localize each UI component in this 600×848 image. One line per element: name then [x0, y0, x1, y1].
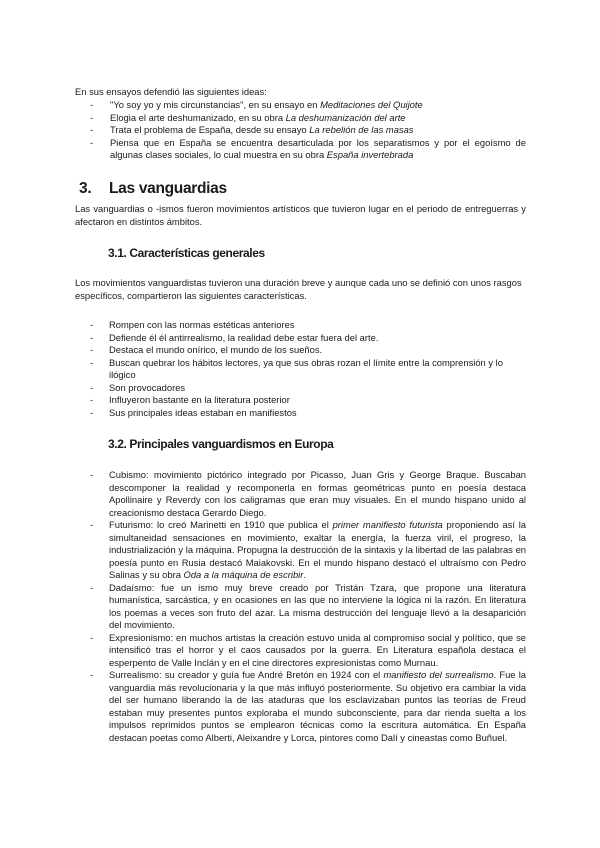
list-item: - Son provocadores [75, 382, 526, 395]
list-item: - Rompen con las normas estéticas anteriores [75, 319, 526, 332]
section-3-2-heading: 3.2. Principales vanguardismos en Europa [108, 437, 334, 451]
list-item: - "Yo soy yo y mis circunstancias", en su ensayo en Meditaciones del Quijote [75, 99, 526, 112]
list-item: - Dadaísmo: fue un ismo muy breve creado por Tristán Tzara, que propone una literatura humanística, sarcástica, y en ocasiones en las que no interviene la lógica ni la razón. En literatura los poemas a veces son fruto del azar. La misma destrucción del lenguaje llevó a la desaparición del movimiento. [75, 582, 526, 632]
ideas-list [75, 99, 526, 162]
characteristics-list [75, 319, 526, 419]
list-item: - Elogia el arte deshumanizado, en su obra La deshumanización del arte [75, 112, 526, 125]
list-item: - Expresionismo: en muchos artistas la creación estuvo unida al compromiso social y político, que se intensificó tras el horror y el caos causados por la guerra. En Literatura española destaca el esperpento de Valle Inclán y en el cine directores expresionistas como Murnau. [75, 632, 526, 670]
section-3-1-heading: 3.1. Características generales [108, 246, 265, 260]
list-item: - Influyeron bastante en la literatura posterior [75, 394, 526, 407]
list-item: - Trata el problema de España, desde su ensayo La rebelión de las masas [75, 124, 526, 137]
list-item: - Defiende él él antirrealismo, la realidad debe estar fuera del arte. [75, 332, 526, 345]
intro-lead: En sus ensayos defendió las siguientes ideas: [75, 86, 267, 97]
list-item: - Surrealismo: su creador y guía fue André Bretón en 1924 con el manifiesto del surrealismo. Fue la vanguardia más revolucionaria y la que más influyó posteriormente. Su objetivo era cambiar la vida del ser humano liberando la de las ataduras que los esclavizaban puntos las teorías de Freud estaban muy presentes puntos exploraba el mundo subconsciente, para dar rienda suelta a los impulsos reprimidos puntos se emplearon técnicas como la escritura automática. En España destacan poetas como Alberti, Aleixandre y Lorca, pintores como Dalí y cineastas como Buñuel. [75, 669, 526, 744]
section-3-1-intro: Los movimientos vanguardistas tuvieron una duración breve y aunque cada uno se definió con unos rasgos específicos, compartieron las siguientes características. [75, 277, 522, 301]
list-item: - Buscan quebrar los hábitos lectores, ya que sus obras rozan el límite entre la comprensión y lo ilógico [75, 357, 526, 382]
vanguards-list [75, 469, 526, 744]
list-item: - Futurismo: lo creó Marinetti en 1910 que publica el primer manifiesto futurista proponiendo así la simultaneidad sensaciones en movimiento, exaltar la energía, la fuerza viril, el progreso, la industrialización y la máquina. Propugna la destrucción de la sintaxis y la libertad de las palabras en poesía punto en Rusia destacó Maiakovski. En el mundo hispano destacó el ultraísmo con Pedro Salinas y su obra Oda a la máquina de escribir. [75, 519, 526, 582]
section-3-intro: Las vanguardias o -ismos fueron movimientos artísticos que tuvieron lugar en el periodo de entreguerras y afectaron en distintos ámbitos. [75, 203, 526, 227]
list-item: - Piensa que en España se encuentra desarticulada por los separatismos y por el egoísmo de algunas clases sociales, lo cual muestra en su obra España invertebrada [75, 137, 526, 162]
list-item: - Cubismo: movimiento pictórico integrado por Picasso, Juan Gris y George Braque. Buscaban descomponer la realidad y recomponerla en formas geométricas punto en poesía destaca Apollinaire y Reverdy con los caligramas que eran muy visuales. En el mundo hispano unido al creacionismo destaca Gerardo Diego. [75, 469, 526, 519]
section-3-heading: 3. Las vanguardias [79, 180, 227, 197]
list-item: - Destaca el mundo onírico, el mundo de los sueños. [75, 344, 526, 357]
list-item: - Sus principales ideas estaban en manifiestos [75, 407, 526, 420]
